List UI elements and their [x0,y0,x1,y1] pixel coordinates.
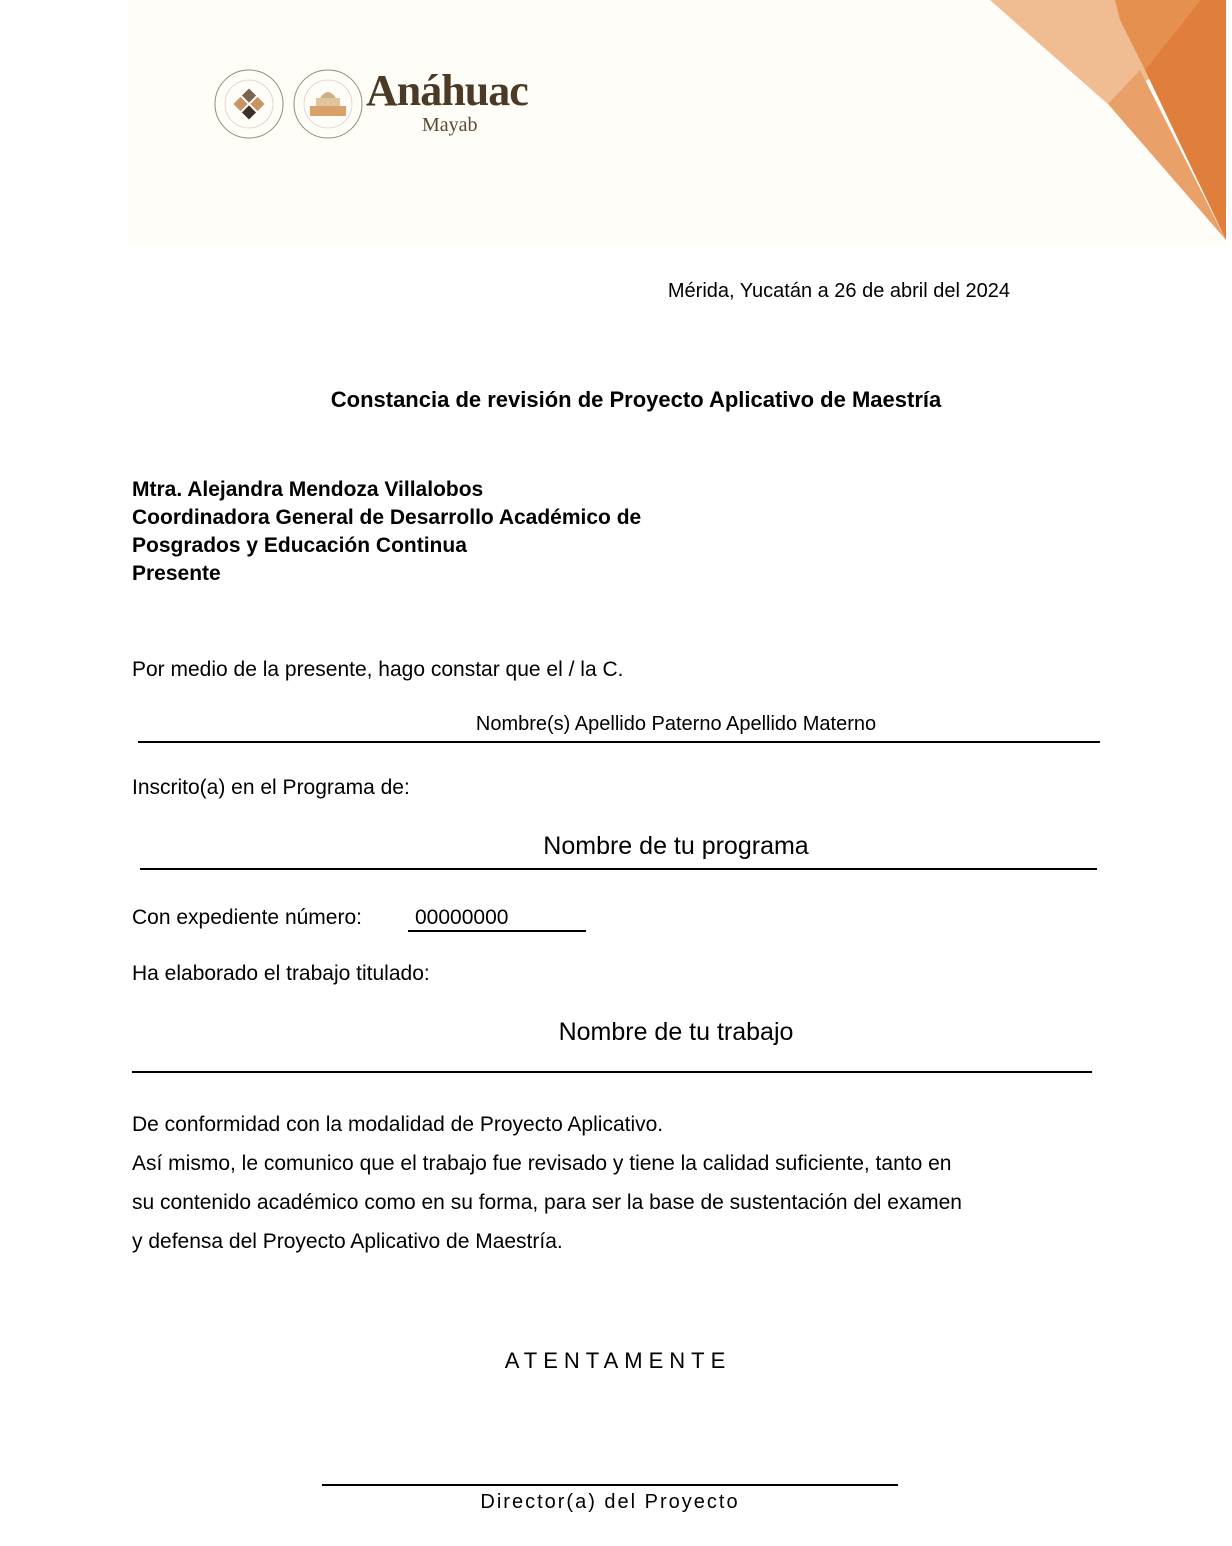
addressee-position-line1: Coordinadora General de Desarrollo Académico de [132,506,642,529]
logo-wordmark: Anáhuac [366,66,528,115]
program-label: Inscrito(a) en el Programa de: [132,776,410,799]
intro-text: Por medio de la presente, hago constar que el / la C. [132,658,624,681]
addressee-salutation: Presente [132,562,221,585]
body-line-3: su contenido académico como en su forma, para ser la base de sustentación del examen [132,1191,962,1214]
signature-line [322,1484,898,1486]
body-line-4: y defensa del Proyecto Aplicativo de Maestría. [132,1230,563,1253]
body-line-2: Así mismo, le comunico que el trabajo fue revisado y tiene la calidad suficiente, tanto en [132,1152,952,1175]
file-number-label: Con expediente número: [132,906,362,929]
file-number-field[interactable]: 00000000 [408,906,586,932]
document-title: Constancia de revisión de Proyecto Aplicativo de Maestría [330,387,942,412]
body-paragraph [132,1105,1092,1261]
program-field[interactable]: Nombre de tu programa [543,832,809,860]
seal-mayab-icon [294,70,362,138]
student-name-underline [138,741,1100,743]
addressee-block [132,476,641,588]
student-name-field[interactable]: Nombre(s) Apellido Paterno Apellido Materno [475,713,877,735]
logo-subtitle: Mayab [422,114,478,136]
place-date: Mérida, Yucatán a 26 de abril del 2024 [667,280,1010,302]
body-line-1: De conformidad con la modalidad de Proyecto Aplicativo. [132,1113,664,1136]
closing-text: ATENTAMENTE [504,1348,732,1373]
addressee-name: Mtra. Alejandra Mendoza Villalobos [132,478,484,501]
work-title-field[interactable]: Nombre de tu trabajo [558,1018,794,1046]
work-title-underline [132,1071,1092,1073]
addressee-position-line2: Posgrados y Educación Continua [132,534,467,557]
work-label: Ha elaborado el trabajo titulado: [132,962,430,985]
seal-anahuac-icon [215,70,283,138]
signature-label: Director(a) del Proyecto [480,1491,740,1513]
program-underline [140,868,1097,870]
